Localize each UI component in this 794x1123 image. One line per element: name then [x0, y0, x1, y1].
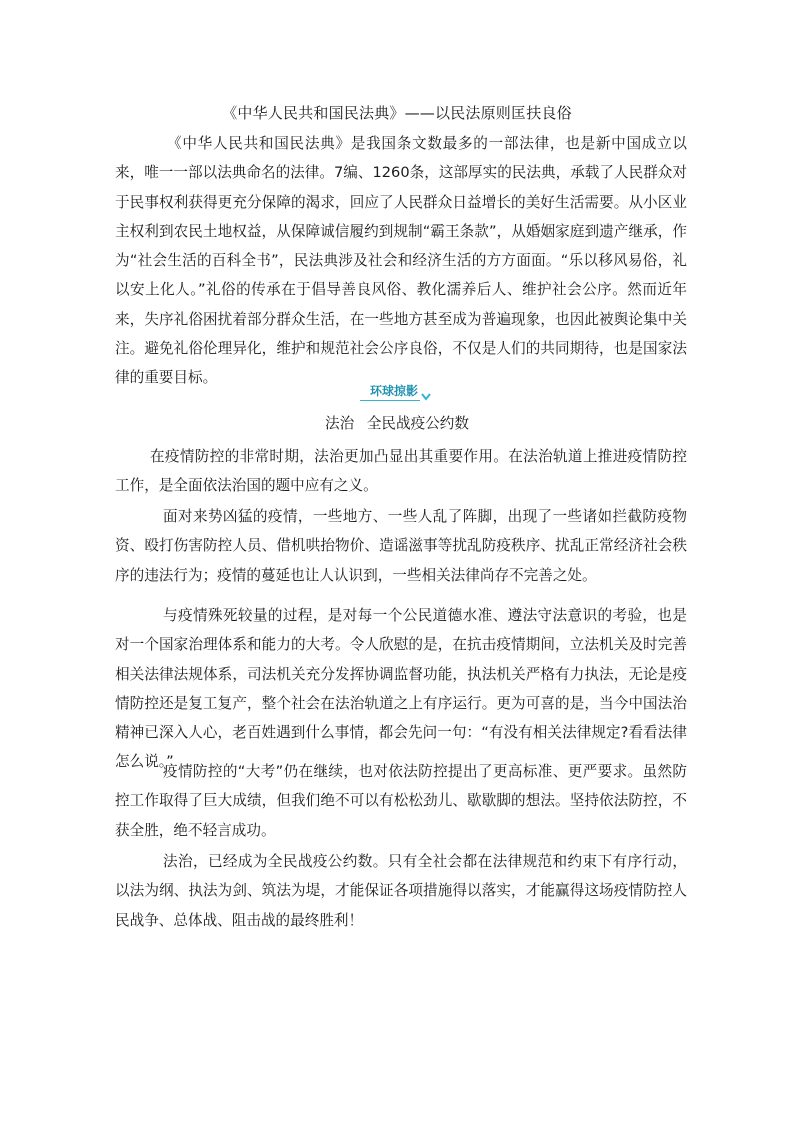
body-paragraph: 面对来势凶猛的疫情，一些地方、一些人乱了阵脚，出现了一些诸如拦截防疫物资、殴打伤害防控人员、借机哄抬物价、造谣滋事等扰乱防疫秩序、扰乱正常经济社会秩序的违法行为；疫情的蔓延也让人认识到，一些相关法律尚存不完善之处。 — [115, 508, 687, 584]
section-badge-label: 环球掠影 — [369, 384, 418, 398]
intro-paragraph: 《中华人民共和国民法典》是我国条文数最多的一部法律，也是新中国成立以来，唯一一部以法典命名的法律。7编、1260条，这部厚实的民法典，承载了人民群众对于民事权利获得更充分保障的渴求，回应了人民群众日益增长的美好生活需要。从小区业主权利到农民土地权益，从保障诚信履约到规制“霸王条款”，从婚姻家庭到遗产继承，作为“社会生活的百科全书”，民法典涉及社会和经济生活的方方面面。“乐以移风易俗，礼以安上化人。”礼俗的传承在于倡导善良风俗、教化濡养后人、维护社会公序。然而近年来，失序礼俗困扰着部分群众生活，在一些地方甚至成为普遍现象，也因此被舆论集中关注。避免礼俗伦理异化，维护和规范社会公序良俗，不仅是人们的共同期待，也是国家法律的重要目标。 — [115, 135, 687, 387]
body-paragraph: 法治，已经成为全民战疫公约数。只有全社会都在法律规范和约束下有序行动，以法为纲、执法为剑、筑法为堤，才能保证各项措施得以落实，才能赢得这场疫情防控人民战争、总体战、阻击战的最终胜利！ — [115, 853, 687, 929]
article-title: 《中华人民共和国民法典》——以民法原则匡扶良俗 — [222, 104, 572, 122]
chevron-down-icon — [420, 391, 432, 403]
body-paragraph: 疫情防控的“大考”仍在继续，也对依法防控提出了更高标准、更严要求。虽然防控工作取得了巨大成绩，但我们绝不可以有松松劲儿、歇歇脚的想法。坚持依法防控，不获全胜，绝不轻言成功。 — [115, 763, 687, 839]
body-paragraph: 与疫情殊死较量的过程，是对每一个公民道德水准、遵法守法意识的考验，也是对一个国家治理体系和能力的大考。令人欣慰的是，在抗击疫情期间，立法机关及时完善相关法律法规体系，司法机关充分发挥协调监督功能，执法机关严格有力执法，无论是疫情防控还是复工复产，整个社会在法治轨道之上有序运行。更为可喜的是，当今中国法治精神已深入人心，老百姓遇到什么事情，都会先问一句：“有没有相关法律规定?看看法律怎么说。” — [115, 607, 687, 771]
badge-underline — [360, 400, 420, 401]
section-badge — [360, 383, 440, 405]
section-title: 法治 全民战疫公约数 — [325, 415, 469, 432]
body-paragraph: 在疫情防控的非常时期，法治更加凸显出其重要作用。在法治轨道上推进疫情防控工作，是全面依法治国的题中应有之义。 — [115, 448, 687, 495]
